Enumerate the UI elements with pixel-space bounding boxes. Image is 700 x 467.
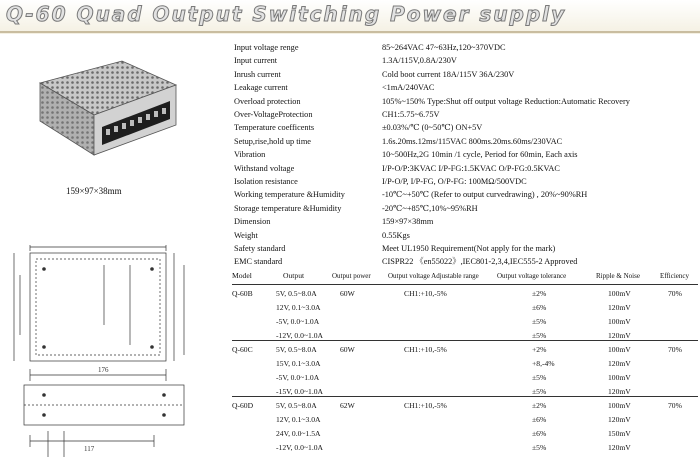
cell-output: -15V, 0.0~1.0A	[276, 387, 324, 396]
table-row	[0, 441, 700, 455]
spec-label: Setup,rise,hold up time	[234, 136, 311, 146]
header-tolerance: Output voltage tolerance	[497, 272, 567, 280]
cell-tolerance: +8,-4%	[532, 359, 555, 368]
cell-ripple: 120mV	[608, 331, 631, 340]
cell-tolerance: ±5%	[532, 317, 547, 326]
header-efficiency: Efficiency	[660, 272, 690, 280]
cell-efficiency: 70%	[668, 401, 682, 410]
spec-value: -10℃~+50℃ (Refer to output curvedrawing) , 20%~90%RH	[382, 190, 588, 200]
spec-value: ±0.03%/℃ (0~50℃) ON+5V	[382, 123, 483, 133]
cell-ripple: 100mV	[608, 345, 631, 354]
dimensions-caption: 159×97×38mm	[66, 186, 122, 196]
header-adjust-range: Output voltage Adjustable range	[388, 272, 479, 280]
spec-value: CISPR22 《en55022》,IEC801-2,3,4,IEC555-2 Approved	[382, 257, 578, 267]
table-row	[0, 413, 700, 427]
spec-value: CH1:5.75~6.75V	[382, 110, 440, 119]
spec-value: Cold boot current 18A/115V 36A/230V	[382, 69, 515, 79]
cell-adjust-range: CH1:+10,-5%	[404, 345, 447, 354]
cell-output: 12V, 0.1~3.0A	[276, 415, 321, 424]
cell-tolerance: +2%	[532, 345, 547, 354]
cell-model: Q-60D	[232, 401, 254, 410]
cell-ripple: 100mV	[608, 317, 631, 326]
spec-label: Over-VoltageProtection	[234, 110, 313, 119]
spec-value: 0.55Kgs	[382, 230, 410, 240]
spec-label: EMC standard	[234, 257, 283, 267]
cell-adjust-range: CH1:+10,-5%	[404, 289, 447, 298]
table-row	[0, 315, 700, 329]
cell-model: Q-60C	[232, 345, 253, 354]
cell-power: 60W	[340, 345, 355, 354]
spec-label: Isolation resistance	[234, 177, 298, 186]
header-ripple: Ripple & Noise	[596, 272, 640, 280]
cell-tolerance: ±6%	[532, 429, 547, 438]
spec-value: 105%~150% Type:Shut off output voltage Reduction:Automatic Recovery	[382, 96, 630, 106]
cell-output: -5V, 0.0~1.0A	[276, 317, 320, 326]
spec-label: Dimension	[234, 217, 271, 227]
header-output: Output	[283, 271, 305, 280]
spec-value: 1.6s.20ms.12ms/115VAC 800ms.20ms.60ms/230VAC	[382, 136, 563, 146]
cell-tolerance: ±6%	[532, 415, 547, 424]
table-row	[0, 371, 700, 385]
cell-output: 5V, 0.5~8.0A	[276, 345, 317, 354]
spec-label: Input current	[234, 56, 278, 66]
spec-value: -20℃~+85℃,10%~95%RH	[382, 203, 478, 213]
header-model: Model	[232, 271, 252, 280]
cell-ripple: 100mV	[608, 401, 631, 410]
cell-output: 12V, 0.1~3.0A	[276, 303, 321, 312]
spec-value: 1.3A/115V,0.8A/230V	[382, 56, 457, 66]
spec-label: Inrush current	[234, 69, 281, 79]
power-supply-photo	[30, 55, 180, 170]
table-row	[0, 427, 700, 441]
cell-power: 62W	[340, 401, 355, 410]
table-header-rule	[232, 284, 698, 285]
cell-tolerance: ±5%	[532, 443, 547, 452]
cell-tolerance: ±2%	[532, 401, 547, 410]
spec-value: <1mA/240VAC	[382, 83, 435, 93]
cell-output: 24V, 0.0~1.5A	[276, 429, 321, 438]
spec-label: Withstand voltage	[234, 163, 295, 173]
spec-value: I/P-O/P:3KVAC I/P-FG:1.5KVAC O/P-FG:0.5KVAC	[382, 163, 560, 173]
table-row	[0, 357, 700, 371]
cell-tolerance: ±6%	[532, 303, 547, 312]
spec-label: Working temperature &Humidity	[234, 190, 345, 200]
spec-value: Meet UL1950 Requirement(Not apply for the mark)	[382, 244, 556, 253]
spec-label: Overload protection	[234, 96, 301, 106]
cell-ripple: 120mV	[608, 443, 631, 452]
table-row	[0, 329, 700, 343]
cell-ripple: 120mV	[608, 359, 631, 368]
drawing-dim-top: 176	[98, 366, 109, 374]
cell-ripple: 120mV	[608, 415, 631, 424]
cell-ripple: 100mV	[608, 373, 631, 382]
banner-divider	[0, 31, 700, 33]
spec-value: 10~500Hz,2G 10min /1 cycle, Period for 60min, Each axis	[382, 150, 578, 160]
spec-label: Storage temperature &Humidity	[234, 203, 342, 213]
spec-label: Vibration	[234, 150, 266, 160]
cell-ripple: 100mV	[608, 289, 631, 298]
spec-value: 85~264VAC 47~63Hz,120~370VDC	[382, 43, 506, 52]
cell-power: 60W	[340, 289, 355, 298]
page-title: Q-60 Quad Output Switching Power supply	[6, 2, 567, 26]
cell-output: -12V, 0.0~1.0A	[276, 331, 324, 340]
cell-output: -5V, 0.0~1.0A	[276, 373, 320, 382]
cell-ripple: 120mV	[608, 387, 631, 396]
table-row	[0, 399, 700, 413]
table-row	[0, 301, 700, 315]
spec-value: I/P-O/P, I/P-FG, O/P-FG: 100MΩ/500VDC	[382, 177, 527, 186]
spec-label: Temperature coefficents	[234, 123, 315, 133]
cell-output: 5V, 0.5~8.0A	[276, 401, 317, 410]
spec-label: Safety standard	[234, 244, 286, 253]
cell-model: Q-60B	[232, 289, 253, 298]
spec-value: 159×97×38mm	[382, 217, 434, 227]
cell-output: 15V, 0.1~3.0A	[276, 359, 321, 368]
cell-ripple: 120mV	[608, 303, 631, 312]
table-row	[0, 287, 700, 301]
cell-efficiency: 70%	[668, 289, 682, 298]
cell-efficiency: 70%	[668, 345, 682, 354]
header-output-power: Output power	[332, 272, 371, 280]
table-row	[0, 343, 700, 357]
table-row	[0, 385, 700, 399]
cell-ripple: 150mV	[608, 429, 631, 438]
cell-tolerance: ±2%	[532, 289, 547, 298]
cell-output: 5V, 0.5~8.0A	[276, 289, 317, 298]
spec-label: Leakage current	[234, 83, 288, 93]
spec-label: Weight	[234, 230, 258, 240]
cell-tolerance: ±5%	[532, 331, 547, 340]
cell-adjust-range: CH1:+10,-5%	[404, 401, 447, 410]
cell-output: -12V, 0.0~1.0A	[276, 443, 324, 452]
spec-label: Input voltage renge	[234, 43, 299, 52]
cell-tolerance: ±5%	[532, 387, 547, 396]
drawing-dim-bottom: 117	[84, 445, 95, 453]
cell-tolerance: ±5%	[532, 373, 547, 382]
